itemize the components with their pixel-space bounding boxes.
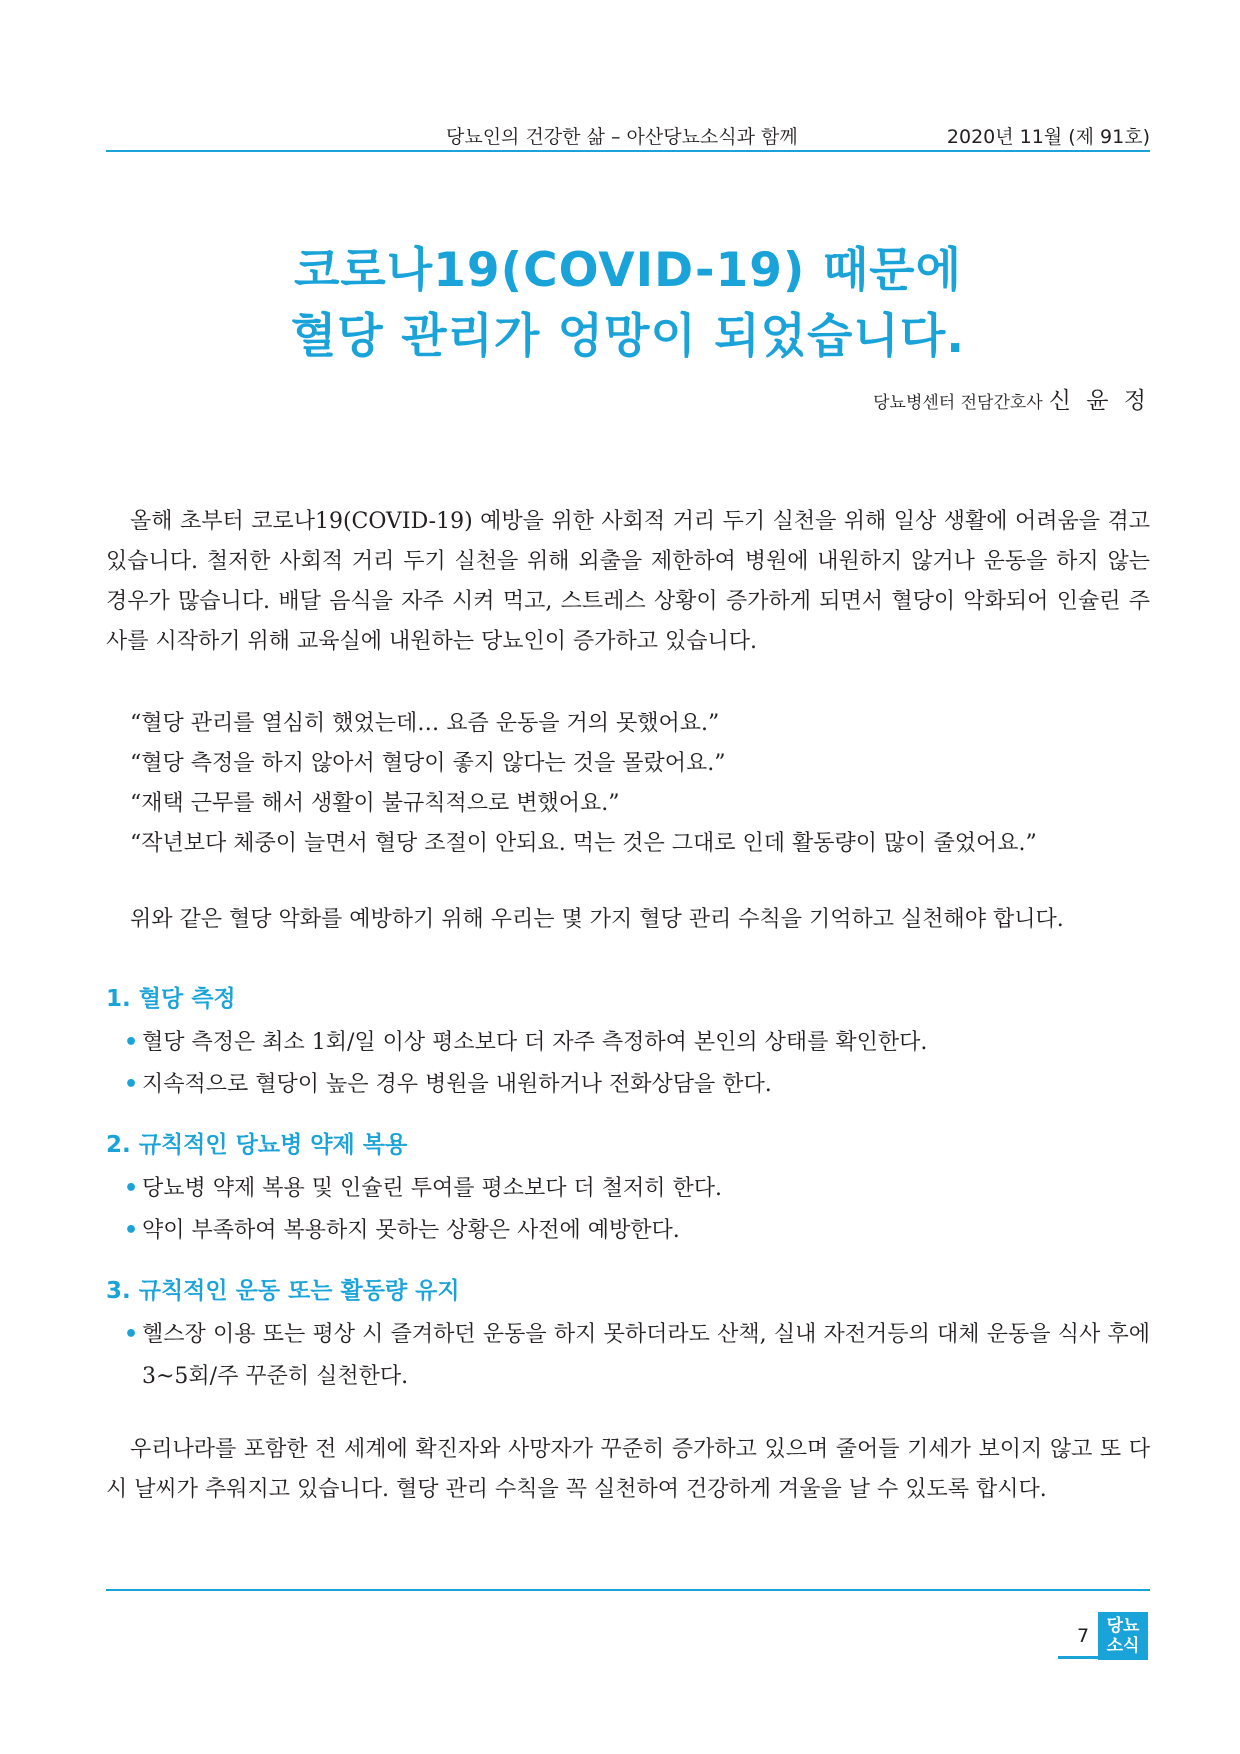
footer-divider <box>106 1589 1150 1591</box>
newsletter-series-title: 당뇨인의 건강한 삶 – 아산당뇨소식과 함께 <box>446 126 798 148</box>
quote-item: “작년보다 체중이 늘면서 혈당 조절이 안되요. 먹는 것은 그대로 인데 활동량이 많이 줄었어요.” <box>130 831 1037 856</box>
quote-item: “재택 근무를 해서 생활이 불규칙적으로 변했어요.” <box>130 791 620 816</box>
bullet-text: 당뇨병 약제 복용 및 인슐린 투여를 평소보다 더 철저히 한다. <box>142 1176 722 1201</box>
badge-line-2: 소식 <box>1106 1636 1140 1656</box>
header-divider <box>106 150 1150 152</box>
quote-item: “혈당 측정을 하지 않아서 혈당이 좋지 않다는 것을 몰랐어요.” <box>130 751 726 776</box>
article-title <box>106 238 1150 370</box>
issue-date: 2020년 11월 (제 91호) <box>946 126 1150 148</box>
closing-paragraph: 우리나라를 포함한 전 세계에 확진자와 사망자가 꾸준히 증가하고 있으며 줄어들 기세가 보이지 않고 또 다시 날씨가 추워지고 있습니다. 혈당 관리 수칙을 꼭 실천하여 건강하게 겨울을 날 수 있도록 합시다. <box>106 1437 1150 1502</box>
quote-list <box>130 704 1150 864</box>
section-heading-glucose-measurement: 1. 혈당 측정 <box>106 986 236 1012</box>
bullet-item <box>124 1022 1150 1064</box>
bullet-text: 지속적으로 혈당이 높은 경우 병원을 내원하거나 전화상담을 한다. <box>142 1072 772 1097</box>
bullet-item <box>124 1210 1150 1252</box>
author-byline <box>873 382 1150 415</box>
bullet-item <box>124 1064 1150 1106</box>
bullet-dot-icon: • <box>124 1030 139 1055</box>
quote-item: “혈당 관리를 열심히 했었는데… 요즘 운동을 거의 못했어요.” <box>130 711 720 736</box>
author-name: 신 윤 정 <box>1048 388 1150 414</box>
section-2-bullets <box>124 1168 1150 1252</box>
page-number-underline <box>1058 1656 1098 1659</box>
bullet-item <box>124 1168 1150 1210</box>
page-number: 7 <box>1076 1625 1090 1647</box>
section-heading-medication: 2. 규칙적인 당뇨병 약제 복용 <box>106 1132 408 1158</box>
section-1-bullets <box>124 1022 1150 1106</box>
author-role: 당뇨병센터 전담간호사 <box>873 393 1043 413</box>
transition-paragraph: 위와 같은 혈당 악화를 예방하기 위해 우리는 몇 가지 혈당 관리 수칙을 기억하고 실천해야 합니다. <box>130 907 1064 932</box>
badge-line-1: 당뇨 <box>1106 1616 1140 1636</box>
bullet-text: 헬스장 이용 또는 평상 시 즐겨하던 운동을 하지 못하더라도 산책, 실내 자전거등의 대체 운동을 식사 후에 3~5회/주 꾸준히 실천한다. <box>142 1322 1150 1389</box>
title-line-2: 혈당 관리가 엉망이 되었습니다. <box>290 309 966 364</box>
bullet-dot-icon: • <box>124 1072 139 1097</box>
running-header <box>106 122 1150 150</box>
bullet-dot-icon: • <box>124 1322 139 1347</box>
intro-paragraph: 올해 초부터 코로나19(COVID-19) 예방을 위한 사회적 거리 두기 실천을 위해 일상 생활에 어려움을 겪고 있습니다. 철저한 사회적 거리 두기 실천을 위해 외출을 제한하여 병원에 내원하지 않거나 운동을 하지 않는 경우가 많습니다. 배달 음식을 자주 시켜 먹고, 스트레스 상황이 증가하게 되면서 혈당이 악화되어 인슐린 주사를 시작하기 위해 교육실에 내원하는 당뇨인이 증가하고 있습니다. <box>106 509 1150 654</box>
section-3-bullets <box>124 1314 1150 1398</box>
bullet-text: 약이 부족하여 복용하지 못하는 상황은 사전에 예방한다. <box>142 1218 680 1243</box>
bullet-item <box>124 1314 1150 1398</box>
bullet-text: 혈당 측정은 최소 1회/일 이상 평소보다 더 자주 측정하여 본인의 상태를 확인한다. <box>142 1030 928 1055</box>
section-heading-exercise: 3. 규칙적인 운동 또는 활동량 유지 <box>106 1278 460 1304</box>
bullet-dot-icon: • <box>124 1176 139 1201</box>
newsletter-badge <box>1098 1612 1148 1660</box>
title-line-1: 코로나19(COVID-19) 때문에 <box>294 243 962 298</box>
bullet-dot-icon: • <box>124 1218 139 1243</box>
